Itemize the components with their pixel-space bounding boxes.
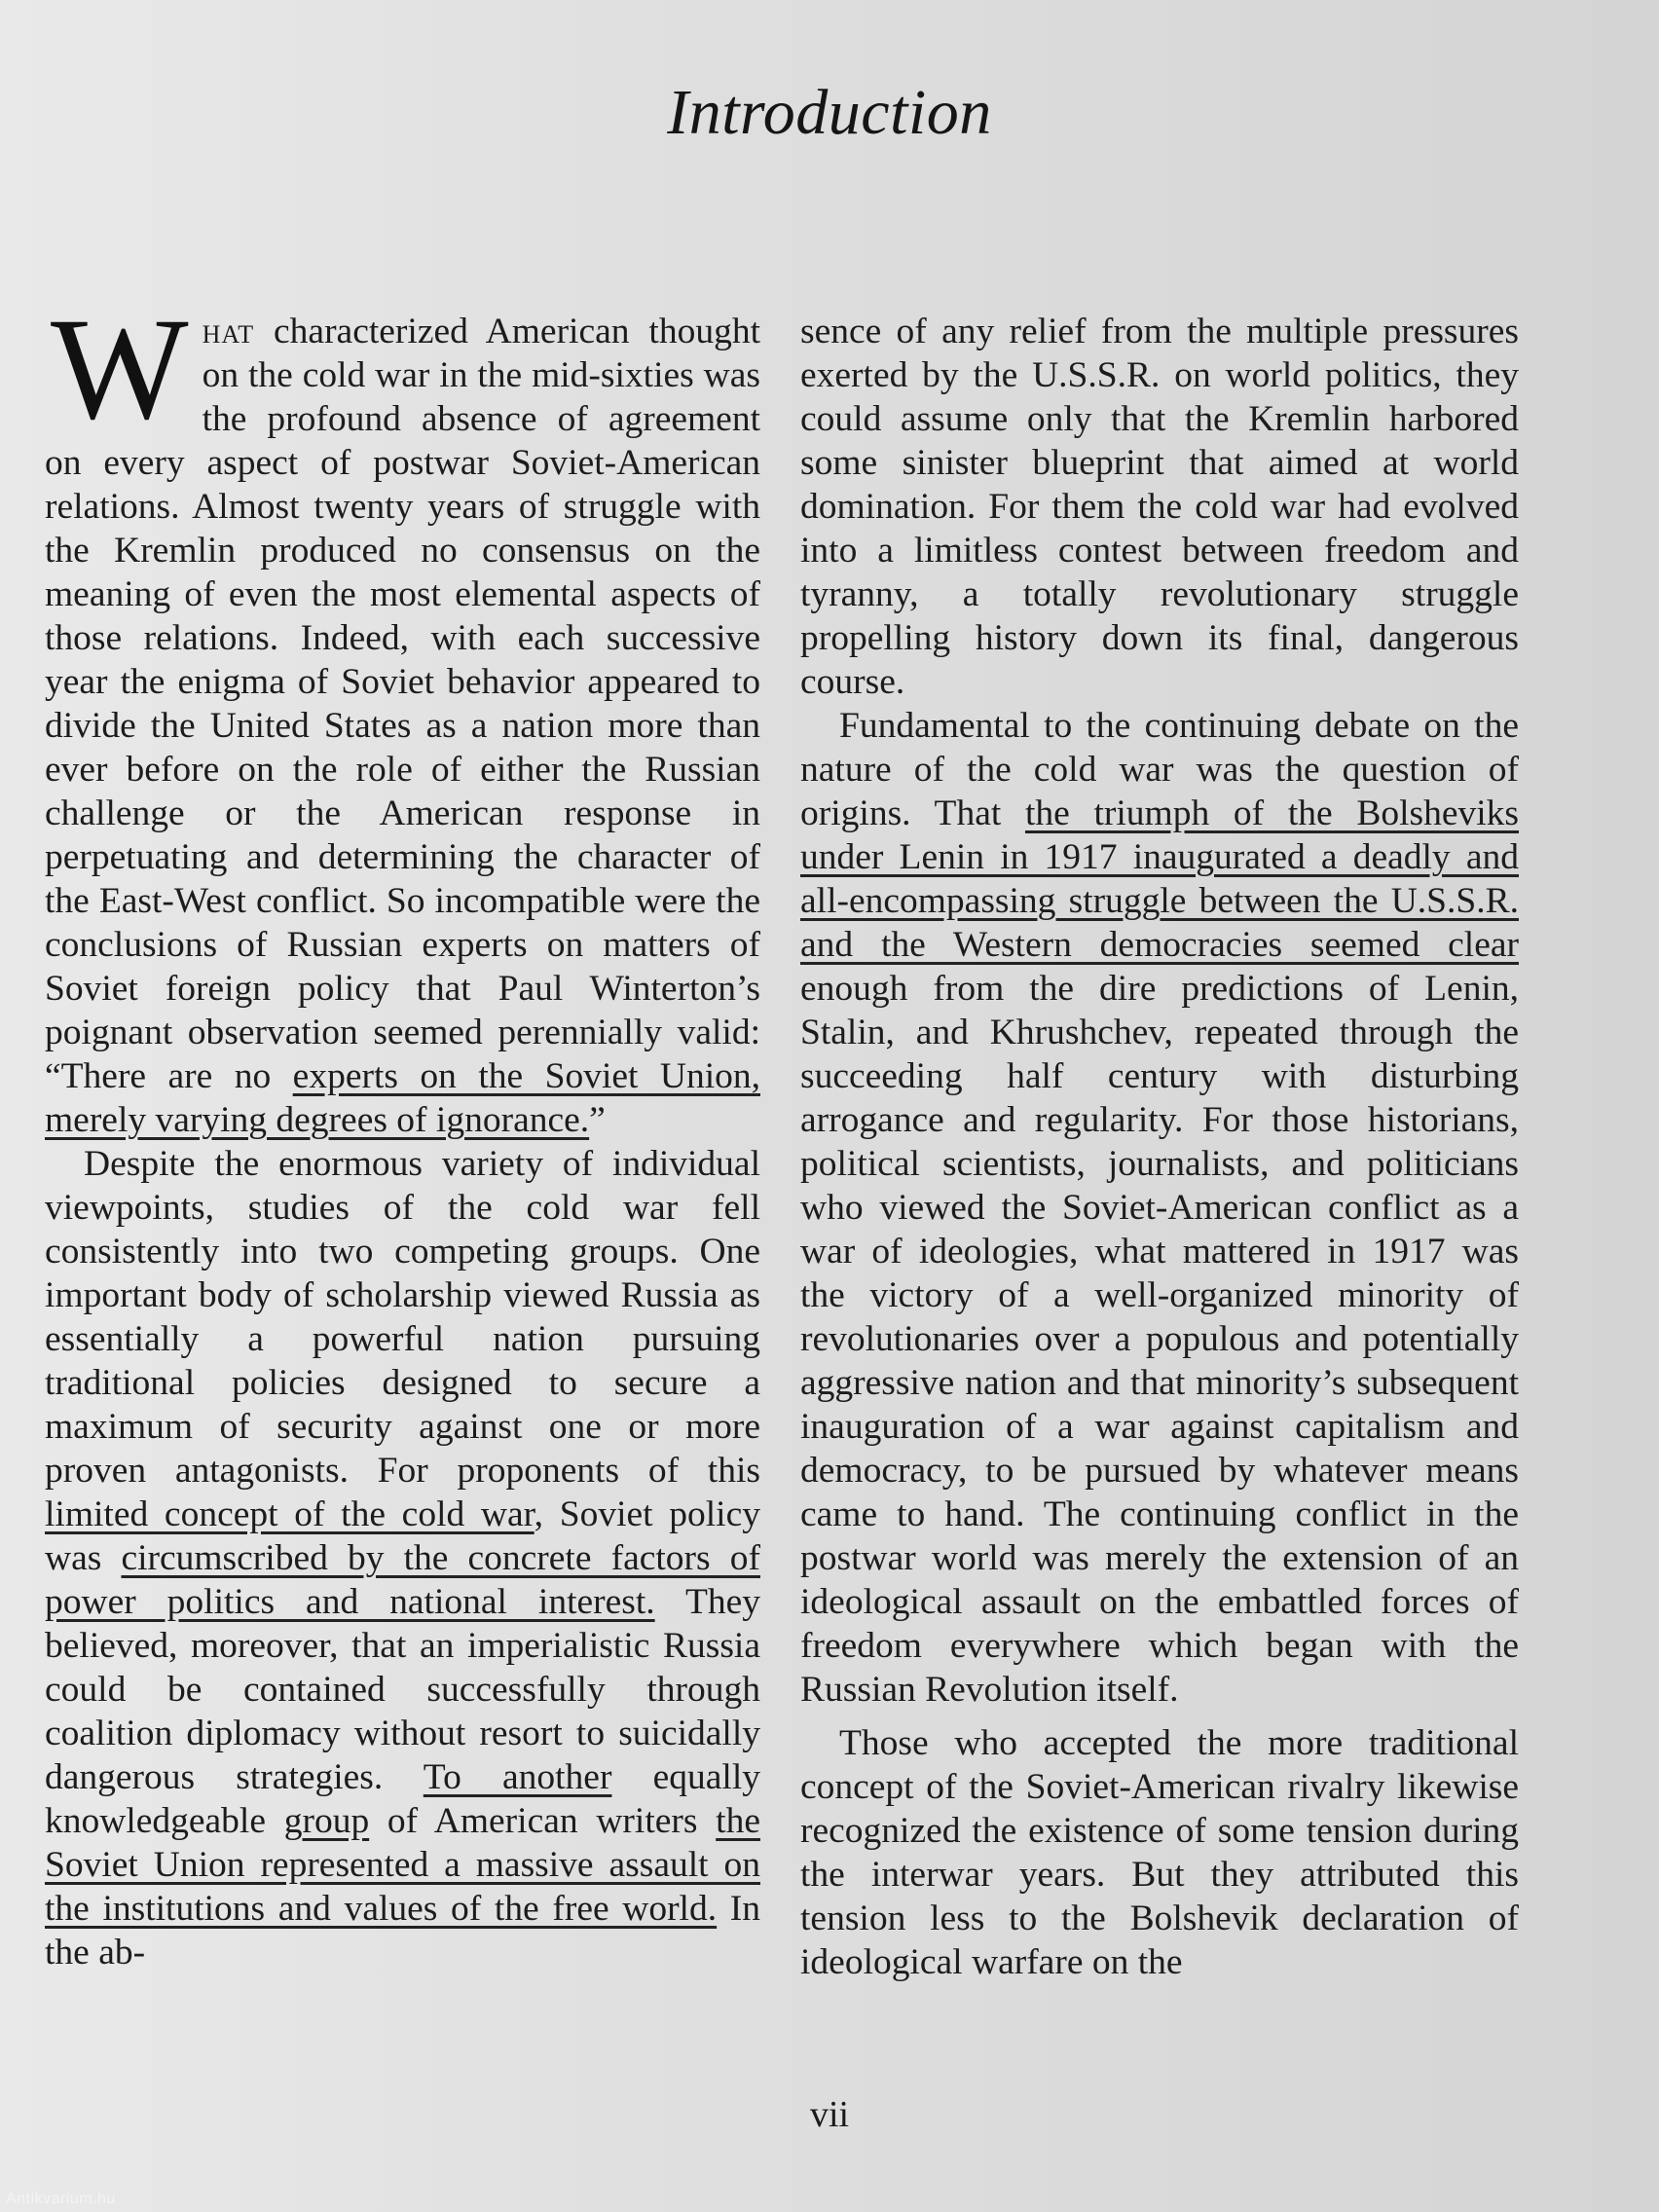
smallcaps-text: hat xyxy=(202,312,255,351)
right-column xyxy=(800,310,1519,1984)
page-number: vii xyxy=(809,2094,850,2135)
underlined-text: group xyxy=(283,1801,370,1841)
underlined-text: limited concept of the cold war xyxy=(45,1494,535,1534)
watermark: Antikvarium.hu xyxy=(6,2191,116,2207)
paragraph-1 xyxy=(45,288,760,1142)
left-column xyxy=(45,288,760,1974)
text-run: In the ab- xyxy=(45,1889,760,1972)
text-run: enough from the dire predictions of Lenin, Stalin, and Khrushchev, repeated through the succeeding half century with disturbing arrogance and regularity. For those historians, political scientists, journalists, and politicians who viewed the Soviet-American conflict as a war of ideologies, what mattered in 1917 was the victory of a well-organized minority of revolutionaries over a populous and potentially aggressive nation and that minority’s subsequent inauguration of a war against capitalism and democracy, to be pursued by whatever means came to hand. The continuing conflict in the postwar world was merely the extension of an ideological assault on the embattled forces of freedom everywhere which began with the Russian Revolution itself. xyxy=(800,969,1519,1710)
text-run: of American writers xyxy=(369,1801,717,1841)
drop-cap: W xyxy=(51,288,189,450)
text-run: , Soviet policy was xyxy=(45,1494,760,1578)
underlined-text: To another xyxy=(423,1757,612,1797)
underlined-text: experts on the Soviet Union, merely varying degrees of ignorance. xyxy=(45,1056,760,1140)
paragraph-4 xyxy=(800,704,1519,1712)
underlined-text: circumscribed by the concrete factors of power politics and national interest. xyxy=(45,1538,760,1622)
underlined-text: the Soviet Union represented a massive assault on the institutions and values of the free world. xyxy=(45,1801,760,1929)
text-run: Fundamental to the continuing debate on the nature of the cold war was the question of origins. That xyxy=(800,706,1519,833)
page-title: Introduction xyxy=(667,77,992,148)
underlined-text: the triumph of the Bolsheviks under Lenin in 1917 inaugurated a deadly and all-encompassing struggle between the U.S.S.R. and the Western democracies seemed clear xyxy=(800,793,1519,965)
paragraph-2 xyxy=(45,1142,760,1974)
text-run: equally knowledgeable xyxy=(45,1757,760,1841)
text-run: Despite the enormous variety of individual viewpoints, studies of the cold war fell consistently into two competing groups. One important body of scholarship viewed Russia as essentially a powerful nation pursuing traditional policies designed to secure a maximum of security against one or more proven antagonists. For proponents of this xyxy=(45,1144,760,1491)
paragraph-3: sence of any relief from the multiple pressures exerted by the U.S.S.R. on world politics, they could assume only that the Kremlin harbored some sinister blueprint that aimed at world domination. For them the cold war had evolved into a limitless contest between freedom and tyranny, a totally revolutionary struggle propelling history down its final, dangerous course. xyxy=(800,312,1519,702)
text-run: characterized American thought on the cold war in the mid-sixties was the profound absence of agreement on every aspect of postwar Soviet-American relations. Almost twenty years of struggle with the Kremlin produced no consensus on the meaning of even the most elemental aspects of those relations. Indeed, with each successive year the enigma of Soviet behavior appeared to divide the United States as a nation more than ever before on the role of either the Russian challenge or the American response in perpetuating and determining the character of the East-West conflict. So incompatible were the conclusions of Russian experts on matters of Soviet foreign policy that Paul Winterton’s poignant observation seemed perennially valid: “There are no xyxy=(45,312,760,1096)
text-run: ” xyxy=(589,1100,606,1140)
paragraph-5: Those who accepted the more traditional concept of the Soviet-American rivalry likewise recognized the existence of some tension during the interwar years. But they attributed this tension less to the Bolshevik declaration of ideological warfare on the xyxy=(800,1723,1519,1982)
text-run: They believed, moreover, that an imperialistic Russia could be contained successfully through coalition diplomacy without resort to suicidally dangerous strategies. xyxy=(45,1582,760,1797)
